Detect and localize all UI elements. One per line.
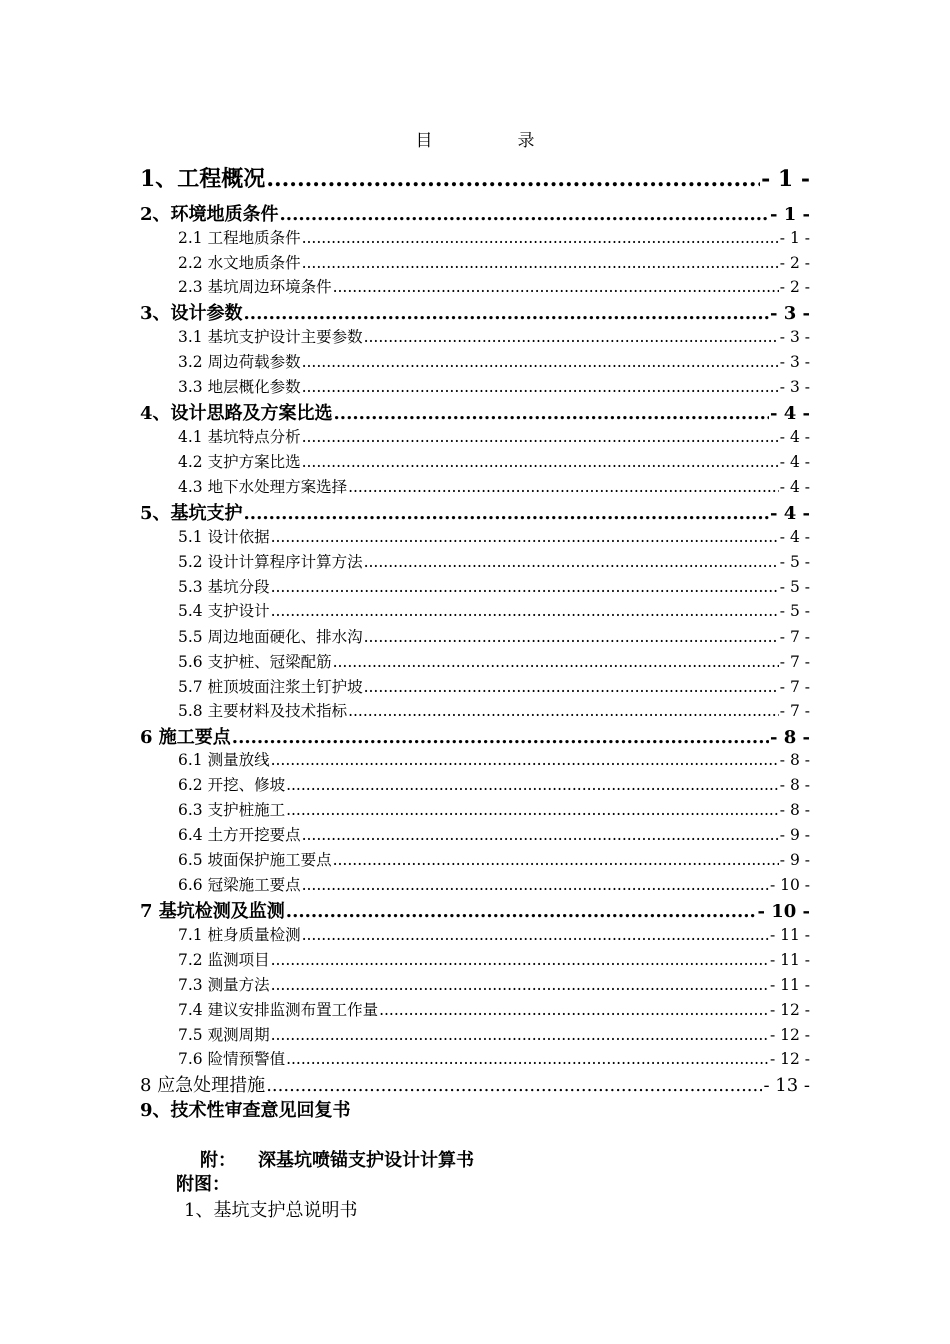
section-9-heading: 9、技术性审查意见回复书 xyxy=(140,1100,351,1121)
toc-entry-label: 7 基坑检测及监测 xyxy=(140,901,285,922)
toc-leader-dots xyxy=(364,628,779,646)
toc-entry-label: 7.3 测量方法 xyxy=(178,976,270,994)
toc-leader-dots xyxy=(302,254,779,272)
toc-entry[interactable] xyxy=(140,923,810,945)
figure-item: 1、基坑支护总说明书 xyxy=(184,1200,358,1221)
toc-entry-label: 2.3 基坑周边环境条件 xyxy=(178,278,332,296)
toc-entry[interactable] xyxy=(140,325,810,347)
toc-entry[interactable] xyxy=(140,650,810,672)
toc-entry-label: 5.3 基坑分段 xyxy=(178,578,270,596)
toc-entry-page: - 11 - xyxy=(769,976,810,994)
toc-entry[interactable] xyxy=(140,499,810,525)
toc-leader-dots xyxy=(271,602,779,620)
toc-entry-label: 5.5 周边地面硬化、排水沟 xyxy=(178,628,363,646)
toc-entry-label: 2.1 工程地质条件 xyxy=(178,229,301,247)
toc-entry-label: 4.1 基坑特点分析 xyxy=(178,428,301,446)
toc-leader-dots xyxy=(244,303,769,324)
appendix-title: 深基坑喷锚支护设计计算书 xyxy=(258,1150,474,1171)
toc-entry[interactable] xyxy=(140,699,810,721)
toc-entry-page: - 10 - xyxy=(757,901,810,922)
toc-leader-dots xyxy=(302,876,769,894)
toc-entry-label: 5.7 桩顶坡面注浆土钉护坡 xyxy=(178,678,363,696)
toc-entry[interactable] xyxy=(140,162,810,193)
toc-entry[interactable] xyxy=(140,299,810,325)
toc-entry-page: - 8 - xyxy=(779,751,810,769)
toc-entry[interactable] xyxy=(140,798,810,820)
toc-leader-dots xyxy=(348,478,779,496)
toc-leader-dots xyxy=(333,653,779,671)
toc-entry-label: 5.8 主要材料及技术指标 xyxy=(178,702,348,720)
toc-leader-dots xyxy=(302,229,779,247)
toc-entry-page: - 12 - xyxy=(769,1050,810,1068)
toc-entry-page: - 1 - xyxy=(761,166,810,192)
toc-entry[interactable] xyxy=(140,1071,810,1097)
toc-leader-dots xyxy=(364,328,779,346)
toc-entry-label: 6.3 支护桩施工 xyxy=(178,801,286,819)
toc-entry-label: 5.4 支护设计 xyxy=(178,602,270,620)
toc-entry-page: - 12 - xyxy=(769,1026,810,1044)
toc-entry-page: - 8 - xyxy=(770,727,810,748)
toc-entry-page: - 7 - xyxy=(779,628,810,646)
toc-entry-label: 3.1 基坑支护设计主要参数 xyxy=(178,328,363,346)
toc-entry-page: - 3 - xyxy=(779,328,810,346)
toc-entry-page: - 9 - xyxy=(779,851,810,869)
toc-entry-label: 2、环境地质条件 xyxy=(140,204,279,225)
toc-entry-page: - 4 - xyxy=(770,403,810,424)
toc-entry[interactable] xyxy=(140,973,810,995)
toc-entry[interactable] xyxy=(140,550,810,572)
toc-leader-dots xyxy=(302,428,779,446)
toc-entry[interactable] xyxy=(140,773,810,795)
toc-leader-dots xyxy=(364,553,779,571)
toc-entry-page: - 4 - xyxy=(779,528,810,546)
toc-leader-dots xyxy=(266,1075,762,1096)
toc-entry-label: 4.2 支护方案比选 xyxy=(178,453,301,471)
toc-entry-label: 5.1 设计依据 xyxy=(178,528,270,546)
toc-entry-label: 6.6 冠梁施工要点 xyxy=(178,876,301,894)
toc-entry[interactable] xyxy=(140,873,810,895)
toc-leader-dots xyxy=(364,678,779,696)
toc-leader-dots xyxy=(302,826,779,844)
toc-entry[interactable] xyxy=(140,625,810,647)
toc-entry[interactable] xyxy=(140,375,810,397)
toc-leader-dots xyxy=(232,727,769,748)
toc-entry[interactable] xyxy=(140,998,810,1020)
toc-entry[interactable] xyxy=(140,200,810,226)
toc-leader-dots xyxy=(271,1026,769,1044)
toc-entry-label: 7.5 观测周期 xyxy=(178,1026,270,1044)
toc-entry-page: - 5 - xyxy=(779,602,810,620)
toc-entry-page: - 7 - xyxy=(779,678,810,696)
toc-entry-label: 6.2 开挖、修坡 xyxy=(178,776,286,794)
toc-entry[interactable] xyxy=(140,525,810,547)
toc-entry-label: 5.2 设计计算程序计算方法 xyxy=(178,553,363,571)
toc-entry[interactable] xyxy=(140,450,810,472)
toc-entry-page: - 11 - xyxy=(769,951,810,969)
toc-leader-dots xyxy=(334,403,769,424)
toc-entry-page: - 5 - xyxy=(779,578,810,596)
toc-entry[interactable] xyxy=(140,275,810,297)
toc-entry-page: - 12 - xyxy=(769,1001,810,1019)
toc-leader-dots xyxy=(280,204,769,225)
toc-entry[interactable] xyxy=(140,251,810,273)
toc-entry-label: 3、设计参数 xyxy=(140,303,243,324)
toc-entry[interactable] xyxy=(140,475,810,497)
toc-entry-label: 7.4 建议安排监测布置工作量 xyxy=(178,1001,379,1019)
toc-entry-page: - 3 - xyxy=(779,353,810,371)
toc-entry-page: - 9 - xyxy=(779,826,810,844)
toc-entry[interactable] xyxy=(140,848,810,870)
toc-entry-label: 7.6 险情预警值 xyxy=(178,1050,286,1068)
toc-entry-page: - 5 - xyxy=(779,553,810,571)
toc-entry-page: - 11 - xyxy=(769,926,810,944)
toc-entry-page: - 7 - xyxy=(779,653,810,671)
toc-entry[interactable] xyxy=(140,425,810,447)
toc-entry-label: 6.4 土方开挖要点 xyxy=(178,826,301,844)
toc-leader-dots xyxy=(302,453,779,471)
appendix-label: 附： xyxy=(200,1150,236,1171)
toc-entry-page: - 4 - xyxy=(779,478,810,496)
toc-leader-dots xyxy=(333,851,779,869)
toc-leader-dots xyxy=(244,503,769,524)
toc-leader-dots xyxy=(286,1050,769,1068)
toc-entry-page: - 7 - xyxy=(779,702,810,720)
toc-entry[interactable] xyxy=(140,748,810,770)
toc-entry-page: - 13 - xyxy=(763,1075,810,1096)
toc-entry-page: - 8 - xyxy=(779,776,810,794)
toc-entry[interactable] xyxy=(140,575,810,597)
toc-entry[interactable] xyxy=(140,399,810,425)
toc-leader-dots xyxy=(286,776,779,794)
toc-leader-dots xyxy=(286,901,757,922)
toc-entry[interactable] xyxy=(140,1047,810,1069)
toc-entry-label: 6.1 测量放线 xyxy=(178,751,270,769)
toc-entry[interactable] xyxy=(140,897,810,923)
toc-leader-dots xyxy=(379,1001,769,1019)
toc-entry-label: 6 施工要点 xyxy=(140,727,231,748)
toc-entry[interactable] xyxy=(140,948,810,970)
toc-entry[interactable] xyxy=(140,599,810,621)
toc-entry-page: - 2 - xyxy=(779,278,810,296)
toc-entry-label: 7.2 监测项目 xyxy=(178,951,270,969)
toc-leader-dots xyxy=(271,751,779,769)
toc-leader-dots xyxy=(348,702,779,720)
toc-leader-dots xyxy=(266,166,760,192)
toc-entry-label: 7.1 桩身质量检测 xyxy=(178,926,301,944)
figures-label: 附图： xyxy=(176,1174,230,1195)
toc-entry-page: - 1 - xyxy=(770,204,810,225)
toc-leader-dots xyxy=(271,528,779,546)
toc-entry-page: - 4 - xyxy=(779,453,810,471)
toc-entry-label: 5.6 支护桩、冠梁配筋 xyxy=(178,653,332,671)
toc-entry-page: - 2 - xyxy=(779,254,810,272)
toc-leader-dots xyxy=(271,578,779,596)
toc-entry-label: 2.2 水文地质条件 xyxy=(178,254,301,272)
toc-entry-page: - 8 - xyxy=(779,801,810,819)
toc-entry-label: 6.5 坡面保护施工要点 xyxy=(178,851,332,869)
toc-entry-page: - 3 - xyxy=(770,303,810,324)
toc-entry[interactable] xyxy=(140,1023,810,1045)
toc-entry[interactable] xyxy=(140,675,810,697)
toc-entry-label: 8 应急处理措施 xyxy=(140,1075,266,1096)
toc-leader-dots xyxy=(286,801,779,819)
toc-leader-dots xyxy=(302,378,779,396)
toc-entry[interactable] xyxy=(140,823,810,845)
toc-leader-dots xyxy=(302,926,769,944)
toc-entry-page: - 10 - xyxy=(769,876,810,894)
toc-entry-label: 5、基坑支护 xyxy=(140,503,243,524)
toc-entry-label: 3.3 地层概化参数 xyxy=(178,378,301,396)
toc-entry-label: 3.2 周边荷载参数 xyxy=(178,353,301,371)
toc-leader-dots xyxy=(271,951,769,969)
toc-entry-label: 1、工程概况 xyxy=(140,166,266,192)
toc-leader-dots xyxy=(302,353,779,371)
toc-entry[interactable] xyxy=(140,226,810,248)
toc-entry[interactable] xyxy=(140,723,810,749)
toc-entry-label: 4、设计思路及方案比选 xyxy=(140,403,333,424)
toc-entry-label: 4.3 地下水处理方案选择 xyxy=(178,478,348,496)
toc-entry-page: - 4 - xyxy=(779,428,810,446)
toc-entry[interactable] xyxy=(140,350,810,372)
toc-title: 目 录 xyxy=(415,131,569,151)
toc-entry-page: - 4 - xyxy=(770,503,810,524)
toc-entry-page: - 1 - xyxy=(779,229,810,247)
toc-leader-dots xyxy=(271,976,769,994)
toc-leader-dots xyxy=(333,278,779,296)
toc-entry-page: - 3 - xyxy=(779,378,810,396)
